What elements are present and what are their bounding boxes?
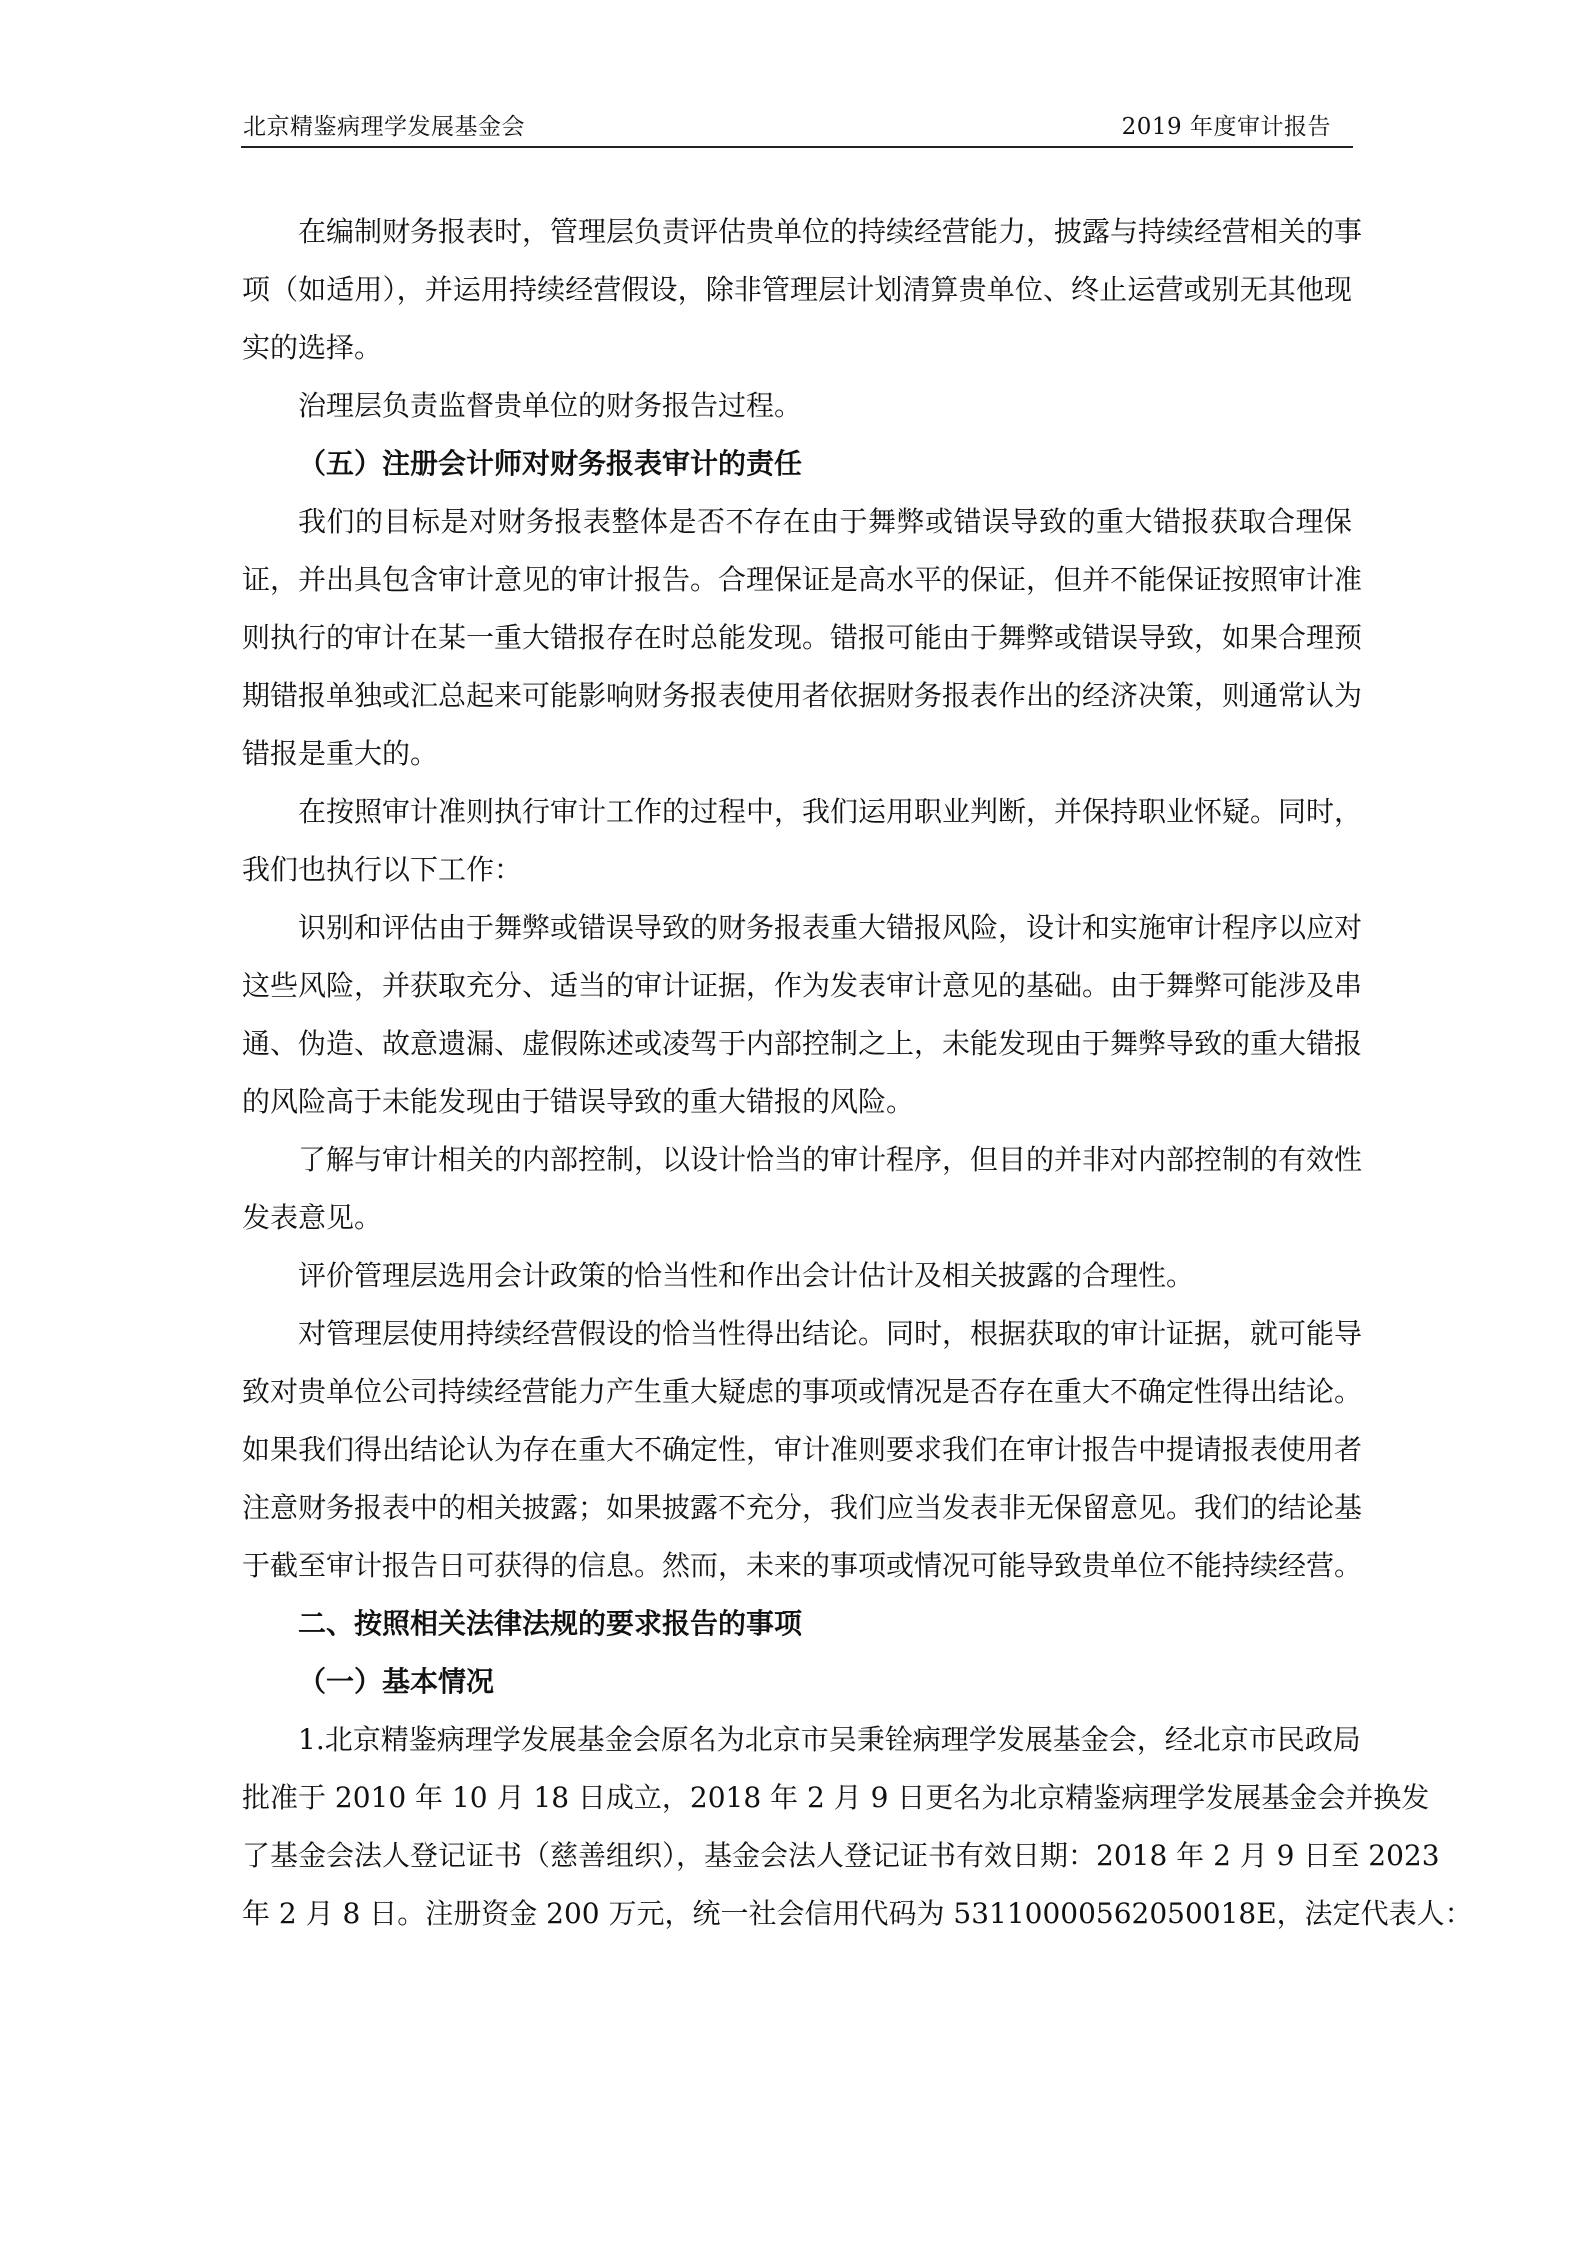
- text-line: 在按照审计准则执行审计工作的过程中，我们运用职业判断，并保持职业怀疑。同时，: [298, 795, 1363, 828]
- section-heading: 二、按照相关法律法规的要求报告的事项: [298, 1607, 803, 1640]
- text-line: 则执行的审计在某一重大错报存在时总能发现。错报可能由于舞弊或错误导致，如果合理预: [242, 621, 1363, 654]
- text-line: 致对贵单位公司持续经营能力产生重大疑虑的事项或情况是否存在重大不确定性得出结论。: [242, 1375, 1363, 1408]
- text-line: 的风险高于未能发现由于错误导致的重大错报的风险。: [242, 1085, 915, 1118]
- text-line: 于截至审计报告日可获得的信息。然而，未来的事项或情况可能导致贵单位不能持续经营。: [242, 1549, 1363, 1582]
- paragraph: [242, 1131, 1363, 1247]
- text-line: 我们的目标是对财务报表整体是否不存在由于舞弊或错误导致的重大错报获取合理保: [298, 505, 1352, 538]
- text-line: 了基金会法人登记证书（慈善组织），基金会法人登记证书有效日期：2018 年 2 月 9 日至 2023: [242, 1839, 1440, 1872]
- paragraph: [242, 1247, 1352, 1305]
- text-line: 发表意见。: [242, 1201, 383, 1234]
- header-organization-name: 北京精鉴病理学发展基金会: [243, 114, 525, 140]
- text-line: 证，并出具包含审计意见的审计报告。合理保证是高水平的保证，但并不能保证按照审计准: [242, 563, 1363, 596]
- text-line: 识别和评估由于舞弊或错误导致的财务报表重大错报风险，设计和实施审计程序以应对: [298, 911, 1363, 944]
- text-line: 了解与审计相关的内部控制，以设计恰当的审计程序，但目的并非对内部控制的有效性: [298, 1143, 1363, 1176]
- text-line: 这些风险，并获取充分、适当的审计证据，作为发表审计意见的基础。由于舞弊可能涉及串: [242, 969, 1363, 1002]
- paragraph: [242, 203, 1363, 377]
- text-line: 在编制财务报表时，管理层负责评估贵单位的持续经营能力，披露与持续经营相关的事: [298, 215, 1363, 248]
- page-header: [241, 112, 1353, 148]
- text-line: 错报是重大的。: [242, 737, 439, 770]
- text-line: 1.北京精鉴病理学发展基金会原名为北京市吴秉铨病理学发展基金会，经北京市民政局: [298, 1723, 1361, 1756]
- text-line: 项（如适用），并运用持续经营假设，除非管理层计划清算贵单位、终止运营或别无其他现: [242, 273, 1352, 306]
- paragraph: [242, 1711, 1473, 1943]
- text-line: 我们也执行以下工作：: [242, 853, 523, 886]
- header-report-title: 2019 年度审计报告: [1121, 114, 1331, 140]
- paragraph: [242, 493, 1363, 783]
- text-line: 注意财务报表中的相关披露；如果披露不充分，我们应当发表非无保留意见。我们的结论基: [242, 1491, 1363, 1524]
- paragraph: [242, 899, 1363, 1131]
- text-line: 期错报单独或汇总起来可能影响财务报表使用者依据财务报表作出的经济决策，则通常认为: [242, 679, 1363, 712]
- paragraph: [242, 1305, 1363, 1595]
- section-heading: （一）基本情况: [298, 1665, 495, 1698]
- text-line: 治理层负责监督贵单位的财务报告过程。: [298, 389, 803, 422]
- text-line: 通、伪造、故意遗漏、虚假陈述或凌驾于内部控制之上，未能发现由于舞弊导致的重大错报: [242, 1027, 1363, 1060]
- text-line: 评价管理层选用会计政策的恰当性和作出会计估计及相关披露的合理性。: [298, 1259, 1195, 1292]
- paragraph: [242, 377, 1352, 435]
- section-heading: （五）注册会计师对财务报表审计的责任: [298, 447, 803, 480]
- paragraph: [242, 783, 1363, 899]
- text-line: 批准于 2010 年 10 月 18 日成立，2018 年 2 月 9 日更名为北京精鉴病理学发展基金会并换发: [242, 1781, 1430, 1814]
- text-line: 如果我们得出结论认为存在重大不确定性，审计准则要求我们在审计报告中提请报表使用者: [242, 1433, 1363, 1466]
- text-line: 对管理层使用持续经营假设的恰当性得出结论。同时，根据获取的审计证据，就可能导: [298, 1317, 1363, 1350]
- document-body: [242, 203, 1473, 1943]
- text-line: 年 2 月 8 日。注册资金 200 万元，统一社会信用代码为 53110000562050018E，法定代表人：: [242, 1897, 1473, 1930]
- text-line: 实的选择。: [242, 331, 383, 364]
